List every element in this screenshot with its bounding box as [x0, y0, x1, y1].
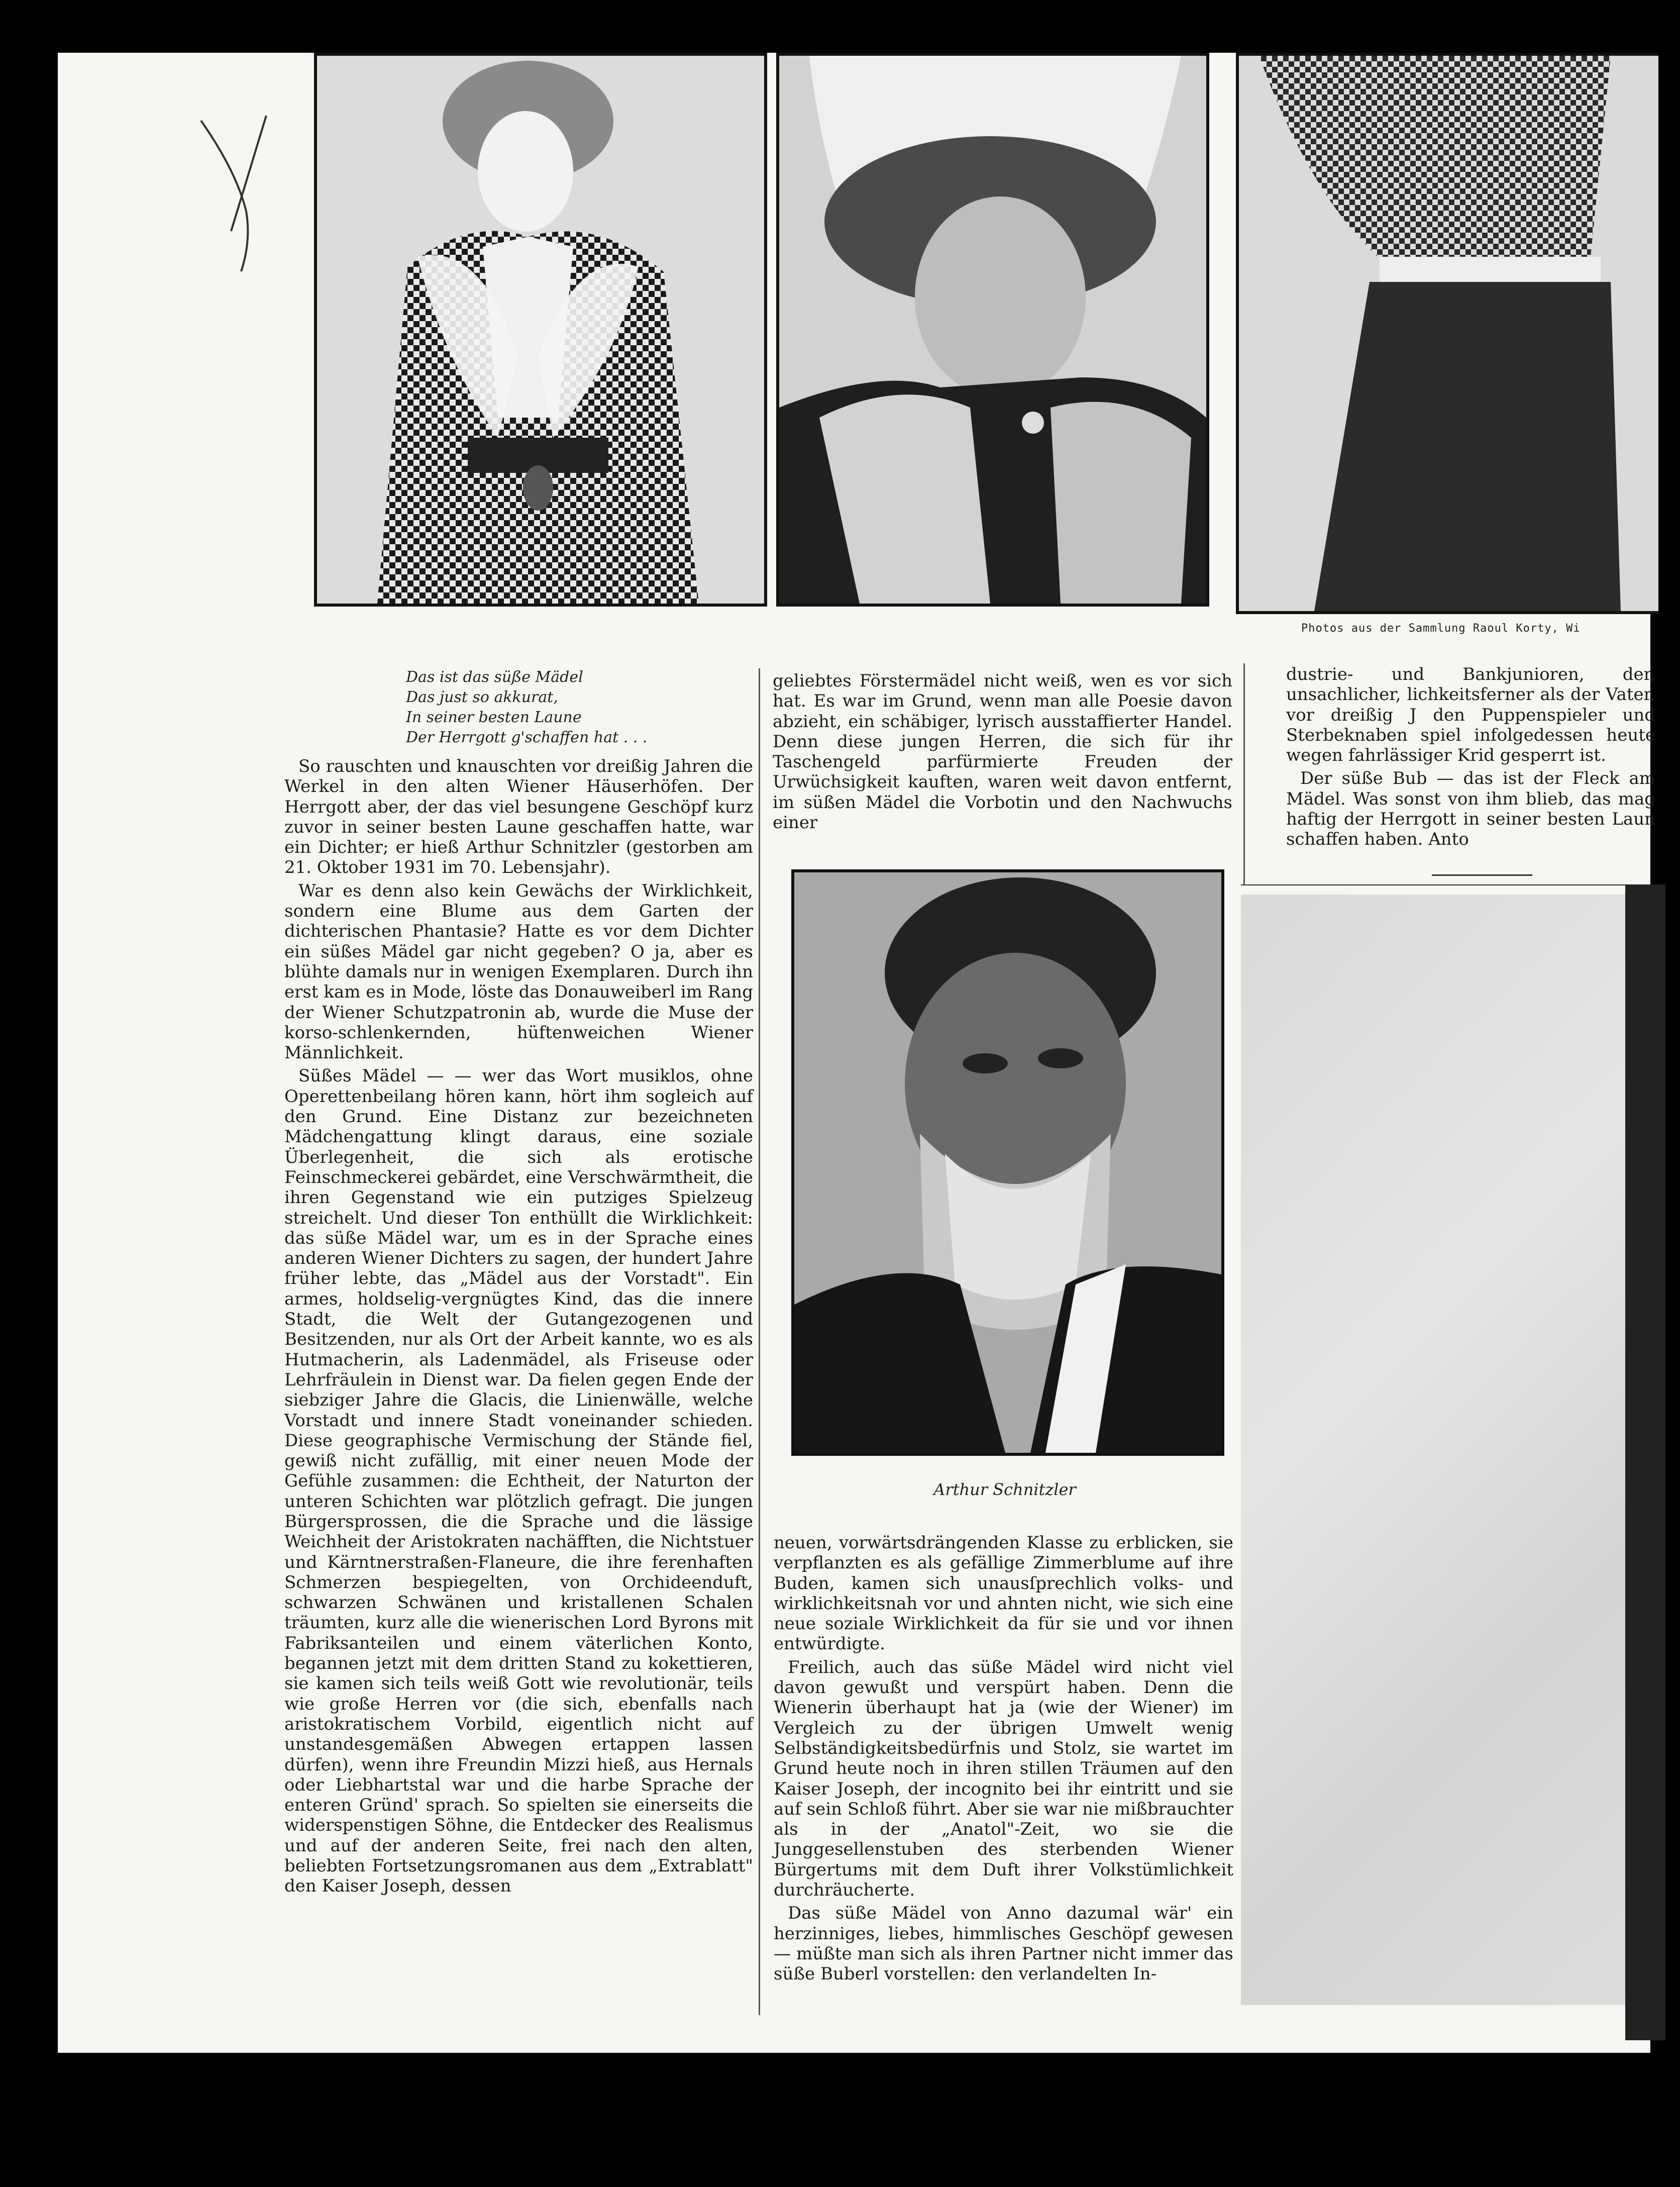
paragraph: So rauschten und knauschten vor dreißig Jahren die Werkel in den alten Wiener Häuserhöfen. Der Herrgott aber, der das viel besungene Geschöpf kurz zuvor in seiner besten Laune geschaffen hatte, war ein Dichter; er hieß Arthur Schnitzler (gestorben am 21. Oktober 1931 im 70. Lebensjahr). [284, 756, 753, 878]
backing-paper [1241, 894, 1635, 2005]
photo-credit: Photos aus der Sammlung Raoul Korty, Wi [1301, 622, 1581, 635]
opening-poem [406, 667, 687, 748]
column-bottom-rule [1241, 884, 1653, 885]
paragraph: Süßes Mädel — — wer das Wort musiklos, ohne Operettenbeilang hören kann, hört ihm sogleich auf den Grund. Eine Distanz zur bezeichneten Mädchengattung klingt daraus, eine soziale Überlegenheit, die sich als erotische Feinschmeckerei gebärdet, eine Verschwärmtheit, die ihren Gegenstand wie ein putziges Spielzeug streichelt. Und dieser Ton enthüllt die Wirklichkeit: das süße Mädel war, um es in der Sprache eines anderen Wiener Dichters zu sagen, der hundert Jahre früher lebte, das „Mädel aus der Vorstadt". Ein armes, holdselig-vergnügtes Kind, das die innere Stadt, die Welt der Gutangezogenen und Besitzenden, nur als Ort der Arbeit kannte, wo es als Hutmacherin, als Ladenmädel, als Friseuse oder Lehrfräulein in Dienst war. Da fielen gegen Ende der siebziger Jahre die Glacis, die Linienwälle, welche Vorstadt und innere Stadt voneinander schieden. Diese geographische Vermischung der Stände fiel, gewiß nicht zufällig, mit einer neuen Mode der Gefühle zusammen: die Echtheit, der Naturton der unteren Schichten war plötzlich gefragt. Die jungen Bürgersprossen, die die Sprache und die lässige Weichheit der Aristokraten nachäfften, die Nichtstuer und Kärntnerstraßen-Flaneure, die ihre ferenhaften Schmerzen bespiegelten, von Orchideenduft, schwarzen Schwänen und kristallenen Schalen träumten, kurz alle die wienerischen Lord Byrons mit Fabriksanteilen und einem väterlichen Konto, begannen jetzt mit dem dritten Stand zu kokettieren, sie kamen sich teils weiß Gott wie revolutionär, teils wie große Herren vor (die sich, ebenfalls nach aristokratischem Vorbild, eigentlich nicht auf unstandesgemäßen Abwegen ertappen lassen dürfen), wenn ihre Freundin Mizzi hieß, aus Hernals oder Liebhartstal war und die harbe Sprache der enteren Gründ' sprach. So spielten sie einerseits die widerspenstigen Söhne, die Entdecker des Realismus und auf der anderen Seite, frei nach den alten, beliebten Fortsetzungsromanen aus dem „Extrablatt" den Kaiser Joseph, dessen [284, 1066, 754, 1897]
poem-line: Das ist das süße Mädel [406, 668, 583, 686]
poem-line: In seiner besten Laune [406, 709, 582, 726]
photo-woman-in-hat [776, 53, 1209, 607]
paragraph: Freilich, auch das süße Mädel wird nicht viel davon gewußt und verspürt haben. Denn die Wienerin überhaupt hat ja (wie der Wiener) im Vergleich zu der übrigen Umwelt wenig Selbständigkeitsbedürfnis und Stolz, sie wartet im Grund heute noch in ihren stillen Träumen auf den Kaiser Joseph, der incognito bei ihr eintritt und sie auf sein Schloß führt. Aber sie war nie mißbrauchter als in der „Anatol"-Zeit, wo sie die Junggesellenstuben des sterbenden Wiener Bürgertums mit dem Duft ihrer Volkstümlichkeit durchräucherte. [774, 1657, 1233, 1901]
poem-line: Der Herrgott g'schaffen hat . . . [406, 729, 648, 746]
paragraph: dustrie- und Bankjunioren, der, unsachlicher, lichkeitsferner als der Vater, vor dreißig J den Puppenspieler und Sterbeknaben spiel infolgedessen heute wegen fahrlässiger Krid gesperrt ist. [1286, 664, 1655, 766]
paragraph: Das süße Mädel von Anno dazumal wär' ein herzinniges, liebes, himmlisches Geschöpf gewesen — müßte man sich als ihren Partner nicht immer das süße Buberl vorstellen: den verlandelten In- [774, 1903, 1233, 1984]
paragraph: Der süße Bub — das ist der Fleck am Mädel. Was sonst von ihm blieb, das mag haftig der Herrgott in seiner besten Laun schaffen haben. Anto [1286, 768, 1655, 850]
portrait-arthur-schnitzler [791, 869, 1224, 1456]
portrait-image [794, 872, 1221, 1453]
column-divider [759, 668, 760, 2015]
pencil-mark [191, 111, 281, 276]
scan-edge [1625, 884, 1665, 2040]
photo-woman-in-hat-image [779, 56, 1206, 604]
poem-line: Das just so akkurat, [406, 688, 558, 706]
photo-woman-standing-image [1239, 56, 1658, 611]
paragraph: geliebtes Förstermädel nicht weiß, wen es vor sich hat. Es war im Grund, wenn man alle Poesie davon abzieht, ein schäbiger, lyrisch ausstaffierter Handel. Denn diese jungen Herren, die sich für ihr Taschengeld parfürmierte Freuden der Urwüchsigkeit kauften, waren weit davon entfernt, im süßen Mädel die Vorbotin und den Nachwuchs einer [773, 671, 1232, 833]
paragraph: War es denn also kein Gewächs der Wirklichkeit, sondern eine Blume aus dem Garten der dichterischen Phantasie? Hatte es vor dem Dichter ein süßes Mädel gar nicht gegeben? O ja, aber es blühte damals nur in wenigen Exemplaren. Durch ihn erst kam es in Mode, löste das Donauweiberl im Rang der Wiener Schutzpatronin ab, wurde die Muse der korso-schlenkernden, hüftenweichen Wiener Männlichkeit. [284, 880, 753, 1063]
photo-woman-checkered-dress-image [317, 56, 764, 604]
article-column-3 [1286, 664, 1655, 853]
article-column-2-top [773, 671, 1232, 836]
portrait-caption: Arthur Schnitzler [933, 1480, 1076, 1499]
photo-woman-checkered-dress [314, 53, 767, 607]
article-column-2-bottom [774, 1533, 1233, 1987]
end-rule [1432, 874, 1532, 876]
paragraph: neuen, vorwärtsdrängenden Klasse zu erblicken, sie verpflanzten es als gefällige Zimmerblume auf ihre Buden, kamen sich unausſprechlich volks- und wirklichkeitsnah vor und ahnten nicht, wie sich eine neue soziale Wirklichkeit da für sie und vor ihnen entwürdigte. [774, 1533, 1233, 1654]
photo-woman-standing-cropped [1236, 53, 1658, 614]
column-divider [1243, 663, 1245, 884]
article-column-1 [284, 756, 753, 1900]
